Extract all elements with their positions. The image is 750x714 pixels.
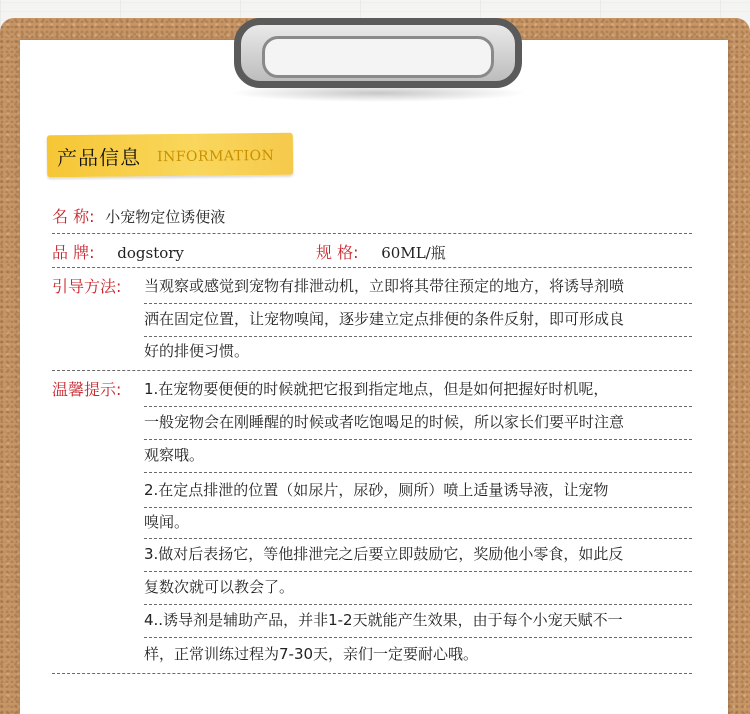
divider xyxy=(52,233,692,234)
name-value: 小宠物定位诱便液 xyxy=(105,208,226,226)
spec-value: 60ML/瓶 xyxy=(381,244,446,262)
divider xyxy=(52,267,692,268)
divider xyxy=(144,439,692,440)
tip-line: 2.在定点排泄的位置（如尿片，尿砂，厕所）喷上适量诱导液，让宠物 xyxy=(144,481,609,499)
divider xyxy=(144,472,692,473)
brand-label: 品 牌: xyxy=(52,243,95,262)
brand-value: dogstory xyxy=(117,244,184,262)
method-label-row xyxy=(52,270,121,304)
spec-label: 规 格: xyxy=(316,243,359,262)
tip-line: 观察哦。 xyxy=(144,446,205,464)
tip-line: 4..诱导剂是辅助产品，并非1-2天就能产生效果，由于每个小宠天赋不一 xyxy=(144,611,623,629)
banner-title-cn: 产品信息 xyxy=(56,145,142,171)
tip-line: 样，正常训练过程为7-30天，亲们一定要耐心哦。 xyxy=(144,645,479,663)
tip-line: 嗅闻。 xyxy=(144,513,190,531)
brand-row xyxy=(52,236,184,270)
spec-row xyxy=(316,236,446,270)
tips-label-row xyxy=(52,373,121,407)
method-line: 当观察或感觉到宠物有排泄动机，立即将其带往预定的地方，将诱导剂喷 xyxy=(144,277,625,295)
method-line: 好的排便习惯。 xyxy=(144,342,250,360)
tip-line: 1.在宠物要便便的时候就把它报到指定地点，但是如何把握好时机呢， xyxy=(144,380,609,398)
section-banner xyxy=(47,133,293,178)
name-label: 名 称: xyxy=(52,207,95,226)
tips-label: 温馨提示: xyxy=(52,380,122,399)
clipboard-clip xyxy=(228,14,528,100)
divider xyxy=(144,507,692,508)
method-line: 洒在固定位置，让宠物嗅闻，逐步建立定点排便的条件反射，即可形成良 xyxy=(144,310,625,328)
name-row xyxy=(52,200,225,234)
tip-line: 一般宠物会在刚睡醒的时候或者吃饱喝足的时候，所以家长们要平时注意 xyxy=(144,413,625,431)
divider xyxy=(52,673,692,674)
tip-line: 3.做对后表扬它，等他排泄完之后要立即鼓励它，奖励他小零食，如此反 xyxy=(144,545,624,563)
banner-title-en: INFORMATION xyxy=(156,147,275,166)
tip-line: 复数次就可以教会了。 xyxy=(144,578,295,596)
clip-inner xyxy=(262,36,494,78)
method-label: 引导方法: xyxy=(52,277,122,296)
divider xyxy=(52,370,692,371)
